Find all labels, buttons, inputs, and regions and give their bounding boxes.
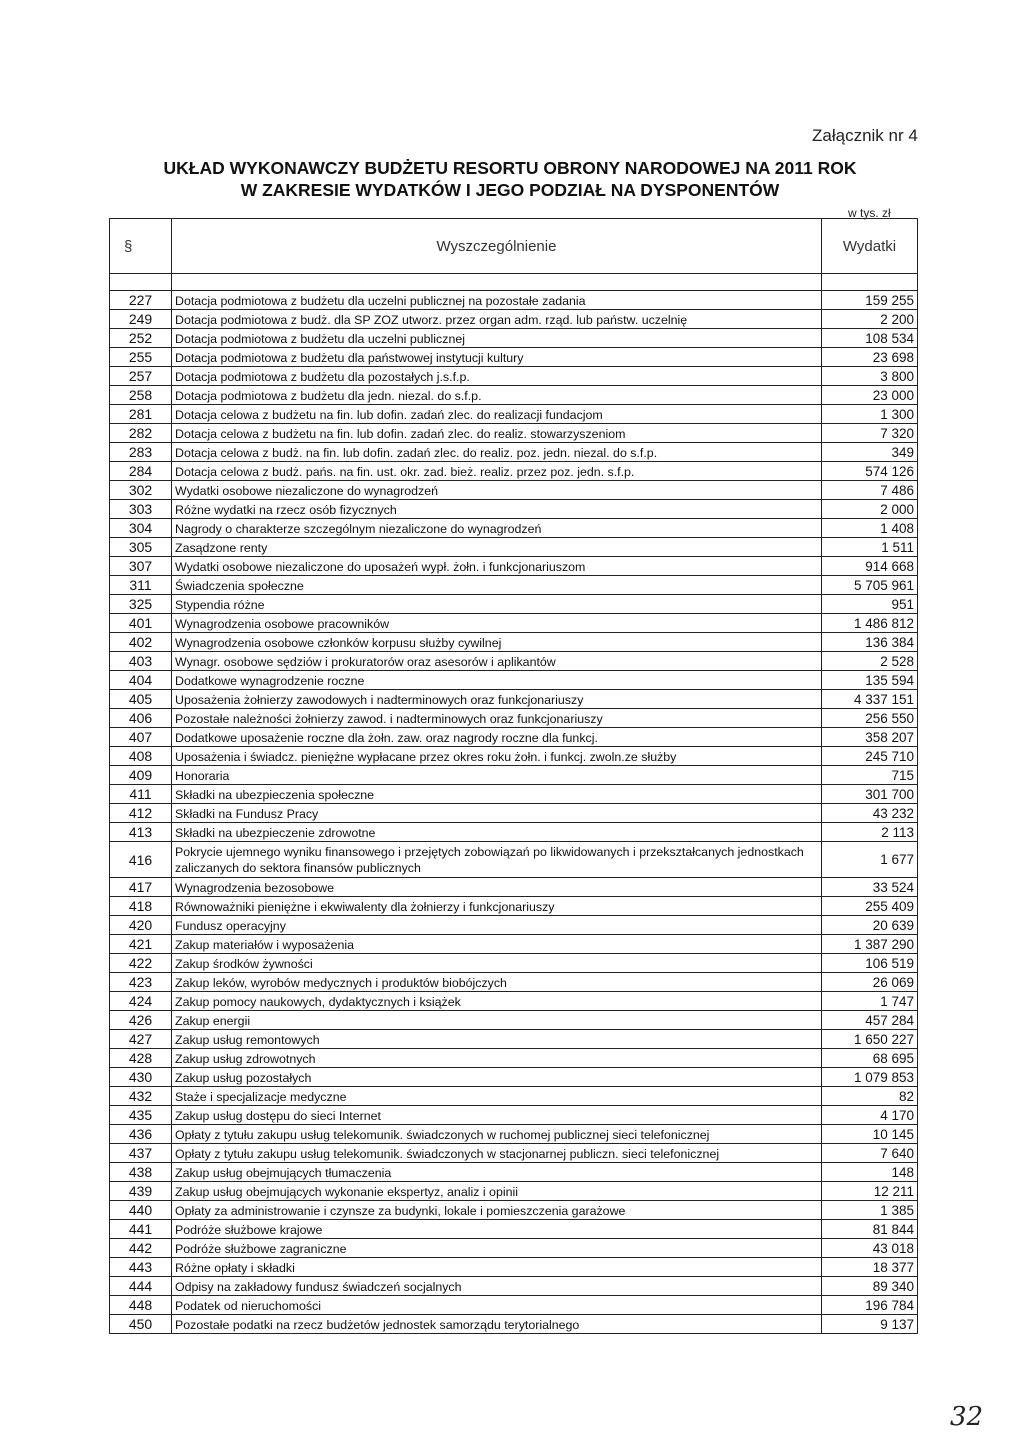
description-cell: Pozostałe należności żołnierzy zawod. i nadterminowych oraz funkcjonariuszy xyxy=(172,709,822,728)
value-cell: 1 079 853 xyxy=(822,1068,918,1087)
value-cell: 457 284 xyxy=(822,1011,918,1030)
value-cell: 2 113 xyxy=(822,823,918,842)
table-spacer-row xyxy=(110,274,918,291)
description-cell: Wynagrodzenia bezosobowe xyxy=(172,878,822,897)
description-cell: Staże i specjalizacje medyczne xyxy=(172,1087,822,1106)
paragraph-cell: 423 xyxy=(110,973,172,992)
title-line-2: W ZAKRESIE WYDATKÓW I JEGO PODZIAŁ NA DYSPONENTÓW xyxy=(240,180,780,200)
description-cell: Dotacja celowa z budż. na fin. lub dofin. zadań zlec. do realiz. poz. jedn. niezal. do s.f.p. xyxy=(172,443,822,462)
description-cell: Pokrycie ujemnego wyniku finansowego i przejętych zobowiązań po likwidowanych i przekształcanych jednostkach zaliczanych do sektora finansów publicznych xyxy=(172,842,822,878)
table-row xyxy=(110,367,918,386)
paragraph-cell: 418 xyxy=(110,897,172,916)
value-cell: 1 385 xyxy=(822,1201,918,1220)
table-row xyxy=(110,291,918,310)
paragraph-cell: 249 xyxy=(110,310,172,329)
unit-label: w tys. zł xyxy=(848,206,891,220)
table-row xyxy=(110,633,918,652)
paragraph-cell: 258 xyxy=(110,386,172,405)
description-cell: Dotacja podmiotowa z budżetu dla uczelni publicznej na pozostałe zadania xyxy=(172,291,822,310)
description-cell: Różne wydatki na rzecz osób fizycznych xyxy=(172,500,822,519)
table-row xyxy=(110,823,918,842)
paragraph-cell: 420 xyxy=(110,916,172,935)
description-cell: Składki na Fundusz Pracy xyxy=(172,804,822,823)
paragraph-cell: 255 xyxy=(110,348,172,367)
value-cell: 914 668 xyxy=(822,557,918,576)
description-cell: Stypendia różne xyxy=(172,595,822,614)
description-cell: Uposażenia i świadcz. pieniężne wypłacane przez okres roku żołn. i funkcj. zwoln.ze służby xyxy=(172,747,822,766)
table-row xyxy=(110,519,918,538)
table-row xyxy=(110,709,918,728)
table-row xyxy=(110,1239,918,1258)
table-row xyxy=(110,595,918,614)
value-cell: 136 384 xyxy=(822,633,918,652)
paragraph-cell: 440 xyxy=(110,1201,172,1220)
description-cell: Różne opłaty i składki xyxy=(172,1258,822,1277)
description-cell: Fundusz operacyjny xyxy=(172,916,822,935)
table-row xyxy=(110,1144,918,1163)
paragraph-cell: 443 xyxy=(110,1258,172,1277)
description-cell: Zakup usług pozostałych xyxy=(172,1068,822,1087)
header-description: Wyszczególnienie xyxy=(172,219,822,274)
description-cell: Dotacja podmiotowa z budżetu dla uczelni publicznej xyxy=(172,329,822,348)
paragraph-cell: 252 xyxy=(110,329,172,348)
description-cell: Wydatki osobowe niezaliczone do uposażeń wypł. żołn. i funkcjonariuszom xyxy=(172,557,822,576)
table-row xyxy=(110,728,918,747)
description-cell: Zakup pomocy naukowych, dydaktycznych i książek xyxy=(172,992,822,1011)
value-cell: 7 486 xyxy=(822,481,918,500)
table-row xyxy=(110,405,918,424)
value-cell: 23 698 xyxy=(822,348,918,367)
paragraph-cell: 311 xyxy=(110,576,172,595)
description-cell: Wydatki osobowe niezaliczone do wynagrodzeń xyxy=(172,481,822,500)
value-cell: 2 200 xyxy=(822,310,918,329)
paragraph-cell: 411 xyxy=(110,785,172,804)
paragraph-cell: 436 xyxy=(110,1125,172,1144)
paragraph-cell: 437 xyxy=(110,1144,172,1163)
description-cell: Dotacja podmiotowa z budżetu dla państwowej instytucji kultury xyxy=(172,348,822,367)
description-cell: Wynagrodzenia osobowe członków korpusu służby cywilnej xyxy=(172,633,822,652)
description-cell: Zakup usług zdrowotnych xyxy=(172,1049,822,1068)
description-cell: Honoraria xyxy=(172,766,822,785)
description-cell: Pozostałe podatki na rzecz budżetów jednostek samorządu terytorialnego xyxy=(172,1315,822,1334)
table-row xyxy=(110,576,918,595)
value-cell: 43 018 xyxy=(822,1239,918,1258)
paragraph-cell: 444 xyxy=(110,1277,172,1296)
table-row xyxy=(110,1315,918,1334)
paragraph-cell: 408 xyxy=(110,747,172,766)
table-row xyxy=(110,842,918,878)
paragraph-cell: 404 xyxy=(110,671,172,690)
paragraph-cell: 435 xyxy=(110,1106,172,1125)
description-cell: Dotacja podmiotowa z budżetu dla pozostałych j.s.f.p. xyxy=(172,367,822,386)
description-cell: Składki na ubezpieczenie zdrowotne xyxy=(172,823,822,842)
value-cell: 4 170 xyxy=(822,1106,918,1125)
description-cell: Zakup energii xyxy=(172,1011,822,1030)
paragraph-cell: 407 xyxy=(110,728,172,747)
value-cell: 33 524 xyxy=(822,878,918,897)
value-cell: 43 232 xyxy=(822,804,918,823)
value-cell: 20 639 xyxy=(822,916,918,935)
value-cell: 9 137 xyxy=(822,1315,918,1334)
table-row xyxy=(110,329,918,348)
table-row xyxy=(110,424,918,443)
table-row xyxy=(110,690,918,709)
paragraph-cell: 448 xyxy=(110,1296,172,1315)
paragraph-cell: 284 xyxy=(110,462,172,481)
value-cell: 358 207 xyxy=(822,728,918,747)
table-row xyxy=(110,973,918,992)
description-cell: Opłaty z tytułu zakupu usług telekomunik. świadczonych w ruchomej publicznej sieci telefonicznej xyxy=(172,1125,822,1144)
table-row xyxy=(110,386,918,405)
value-cell: 108 534 xyxy=(822,329,918,348)
description-cell: Odpisy na zakładowy fundusz świadczeń socjalnych xyxy=(172,1277,822,1296)
value-cell: 1 650 227 xyxy=(822,1030,918,1049)
value-cell: 255 409 xyxy=(822,897,918,916)
table-row xyxy=(110,747,918,766)
table-row xyxy=(110,310,918,329)
table-row xyxy=(110,1163,918,1182)
description-cell: Dotacja celowa z budżetu na fin. lub dofin. zadań zlec. do realizacji fundacjom xyxy=(172,405,822,424)
value-cell: 148 xyxy=(822,1163,918,1182)
description-cell: Zakup leków, wyrobów medycznych i produktów biobójczych xyxy=(172,973,822,992)
table-row xyxy=(110,1049,918,1068)
header-paragraph: § xyxy=(110,219,172,274)
table-row xyxy=(110,538,918,557)
table-row xyxy=(110,500,918,519)
value-cell: 89 340 xyxy=(822,1277,918,1296)
value-cell: 68 695 xyxy=(822,1049,918,1068)
description-cell: Dodatkowe uposażenie roczne dla żołn. zaw. oraz nagrody roczne dla funkcj. xyxy=(172,728,822,747)
value-cell: 951 xyxy=(822,595,918,614)
description-cell: Składki na ubezpieczenia społeczne xyxy=(172,785,822,804)
value-cell: 7 640 xyxy=(822,1144,918,1163)
paragraph-cell: 257 xyxy=(110,367,172,386)
value-cell: 10 145 xyxy=(822,1125,918,1144)
paragraph-cell: 442 xyxy=(110,1239,172,1258)
table-row xyxy=(110,443,918,462)
table-row xyxy=(110,878,918,897)
value-cell: 1 387 290 xyxy=(822,935,918,954)
description-cell: Opłaty z tytułu zakupu usług telekomunik. świadczonych w stacjonarnej publiczn. sieci telefonicznej xyxy=(172,1144,822,1163)
paragraph-cell: 402 xyxy=(110,633,172,652)
description-cell: Zakup usług dostępu do sieci Internet xyxy=(172,1106,822,1125)
description-cell: Wynagr. osobowe sędziów i prokuratorów oraz asesorów i aplikantów xyxy=(172,652,822,671)
table-row xyxy=(110,1125,918,1144)
description-cell: Dotacja celowa z budż. pańs. na fin. ust. okr. zad. bież. realiz. przez poz. jedn. s.f.p. xyxy=(172,462,822,481)
value-cell: 196 784 xyxy=(822,1296,918,1315)
value-cell: 1 747 xyxy=(822,992,918,1011)
paragraph-cell: 409 xyxy=(110,766,172,785)
paragraph-cell: 430 xyxy=(110,1068,172,1087)
paragraph-cell: 305 xyxy=(110,538,172,557)
paragraph-cell: 438 xyxy=(110,1163,172,1182)
table-row xyxy=(110,652,918,671)
table-row xyxy=(110,348,918,367)
value-cell: 245 710 xyxy=(822,747,918,766)
value-cell: 81 844 xyxy=(822,1220,918,1239)
value-cell: 18 377 xyxy=(822,1258,918,1277)
description-cell: Zakup usług obejmujących wykonanie ekspertyz, analiz i opinii xyxy=(172,1182,822,1201)
description-cell: Dotacja podmiotowa z budż. dla SP ZOZ utworz. przez organ adm. rząd. lub państw. uczelnię xyxy=(172,310,822,329)
value-cell: 1 300 xyxy=(822,405,918,424)
value-cell: 26 069 xyxy=(822,973,918,992)
value-cell: 301 700 xyxy=(822,785,918,804)
value-cell: 106 519 xyxy=(822,954,918,973)
paragraph-cell: 432 xyxy=(110,1087,172,1106)
paragraph-cell: 302 xyxy=(110,481,172,500)
table-row xyxy=(110,1068,918,1087)
paragraph-cell: 441 xyxy=(110,1220,172,1239)
table-row xyxy=(110,1030,918,1049)
value-cell: 256 550 xyxy=(822,709,918,728)
value-cell: 82 xyxy=(822,1087,918,1106)
table-row xyxy=(110,1106,918,1125)
description-cell: Dodatkowe wynagrodzenie roczne xyxy=(172,671,822,690)
paragraph-cell: 413 xyxy=(110,823,172,842)
value-cell: 349 xyxy=(822,443,918,462)
paragraph-cell: 281 xyxy=(110,405,172,424)
table-row xyxy=(110,785,918,804)
table-row xyxy=(110,935,918,954)
value-cell: 4 337 151 xyxy=(822,690,918,709)
table-row xyxy=(110,1182,918,1201)
paragraph-cell: 282 xyxy=(110,424,172,443)
value-cell: 7 320 xyxy=(822,424,918,443)
description-cell: Opłaty za administrowanie i czynsze za budynki, lokale i pomieszczenia garażowe xyxy=(172,1201,822,1220)
value-cell: 2 000 xyxy=(822,500,918,519)
table-row xyxy=(110,1258,918,1277)
description-cell: Uposażenia żołnierzy zawodowych i nadterminowych oraz funkcjonariuszy xyxy=(172,690,822,709)
description-cell: Nagrody o charakterze szczególnym niezaliczone do wynagrodzeń xyxy=(172,519,822,538)
value-cell: 715 xyxy=(822,766,918,785)
description-cell: Świadczenia społeczne xyxy=(172,576,822,595)
header-value: Wydatki xyxy=(822,219,918,274)
table-row xyxy=(110,1201,918,1220)
table-body xyxy=(110,274,918,1334)
table-row xyxy=(110,992,918,1011)
paragraph-cell: 424 xyxy=(110,992,172,1011)
value-cell: 2 528 xyxy=(822,652,918,671)
paragraph-cell: 303 xyxy=(110,500,172,519)
document-title xyxy=(160,157,860,201)
table-row xyxy=(110,1277,918,1296)
paragraph-cell: 426 xyxy=(110,1011,172,1030)
table-row xyxy=(110,897,918,916)
description-cell: Podróże służbowe zagraniczne xyxy=(172,1239,822,1258)
table-row xyxy=(110,557,918,576)
table-row xyxy=(110,1087,918,1106)
paragraph-cell: 401 xyxy=(110,614,172,633)
table-row xyxy=(110,766,918,785)
value-cell: 23 000 xyxy=(822,386,918,405)
paragraph-cell: 417 xyxy=(110,878,172,897)
description-cell: Zakup materiałów i wyposażenia xyxy=(172,935,822,954)
description-cell: Zakup usług obejmujących tłumaczenia xyxy=(172,1163,822,1182)
description-cell: Równoważniki pieniężne i ekwiwalenty dla żołnierzy i funkcjonariuszy xyxy=(172,897,822,916)
table-row xyxy=(110,804,918,823)
paragraph-cell: 428 xyxy=(110,1049,172,1068)
table-header-row xyxy=(110,219,918,274)
value-cell: 135 594 xyxy=(822,671,918,690)
paragraph-cell: 439 xyxy=(110,1182,172,1201)
paragraph-cell: 283 xyxy=(110,443,172,462)
paragraph-cell: 406 xyxy=(110,709,172,728)
paragraph-cell: 227 xyxy=(110,291,172,310)
paragraph-cell: 416 xyxy=(110,842,172,878)
description-cell: Zakup środków żywności xyxy=(172,954,822,973)
paragraph-cell: 405 xyxy=(110,690,172,709)
handwritten-page-number: 32 xyxy=(950,1402,984,1432)
table-row xyxy=(110,1296,918,1315)
description-cell: Dotacja podmiotowa z budżetu dla jedn. niezal. do s.f.p. xyxy=(172,386,822,405)
table-row xyxy=(110,1011,918,1030)
table-row xyxy=(110,614,918,633)
description-cell: Podatek od nieruchomości xyxy=(172,1296,822,1315)
value-cell: 1 408 xyxy=(822,519,918,538)
description-cell: Podróże służbowe krajowe xyxy=(172,1220,822,1239)
paragraph-cell: 427 xyxy=(110,1030,172,1049)
value-cell: 3 800 xyxy=(822,367,918,386)
description-cell: Dotacja celowa z budżetu na fin. lub dofin. zadań zlec. do realiz. stowarzyszeniom xyxy=(172,424,822,443)
paragraph-cell: 412 xyxy=(110,804,172,823)
paragraph-cell: 325 xyxy=(110,595,172,614)
table-row xyxy=(110,954,918,973)
value-cell: 1 511 xyxy=(822,538,918,557)
description-cell: Zakup usług remontowych xyxy=(172,1030,822,1049)
table-row xyxy=(110,462,918,481)
description-cell: Wynagrodzenia osobowe pracowników xyxy=(172,614,822,633)
paragraph-cell: 403 xyxy=(110,652,172,671)
value-cell: 159 255 xyxy=(822,291,918,310)
table-row xyxy=(110,916,918,935)
paragraph-cell: 421 xyxy=(110,935,172,954)
paragraph-cell: 450 xyxy=(110,1315,172,1334)
title-line-1: UKŁAD WYKONAWCZY BUDŻETU RESORTU OBRONY NARODOWEJ NA 2011 ROK xyxy=(163,158,857,178)
value-cell: 5 705 961 xyxy=(822,576,918,595)
table-row xyxy=(110,1220,918,1239)
value-cell: 1 677 xyxy=(822,842,918,878)
table-row xyxy=(110,481,918,500)
description-cell: Zasądzone renty xyxy=(172,538,822,557)
paragraph-cell: 307 xyxy=(110,557,172,576)
value-cell: 574 126 xyxy=(822,462,918,481)
value-cell: 12 211 xyxy=(822,1182,918,1201)
annex-label: Załącznik nr 4 xyxy=(812,126,918,145)
value-cell: 1 486 812 xyxy=(822,614,918,633)
budget-table xyxy=(109,218,918,1334)
paragraph-cell: 422 xyxy=(110,954,172,973)
table-row xyxy=(110,671,918,690)
paragraph-cell: 304 xyxy=(110,519,172,538)
